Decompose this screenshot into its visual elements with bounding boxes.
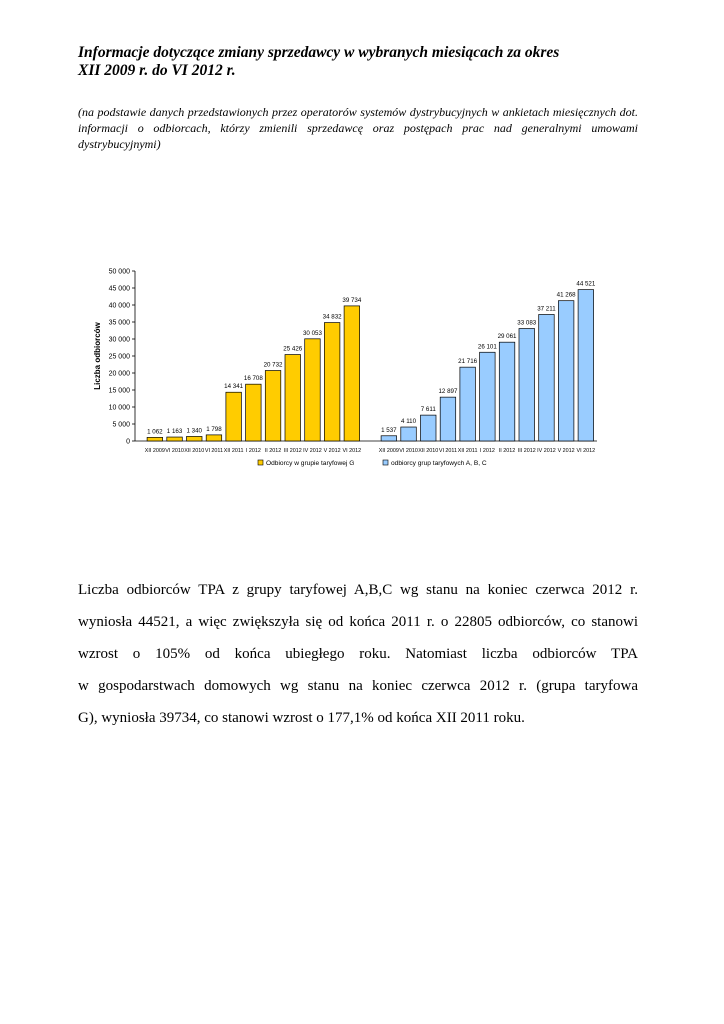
subtitle-line-3: dystrybucyjnymi) (78, 137, 161, 151)
bar (519, 329, 535, 441)
y-tick-label: 5 000 (112, 421, 130, 429)
data-label: 41 268 (556, 291, 576, 299)
x-tick-label: VI 2012 (576, 448, 596, 454)
bar (440, 397, 456, 441)
bar (381, 436, 397, 441)
data-label: 20 732 (263, 361, 283, 369)
x-tick-label: I 2012 (245, 448, 261, 454)
x-tick-label: XII 2011 (457, 448, 478, 454)
y-tick-label: 0 (126, 438, 130, 446)
title-line-2: XII 2009 r. do VI 2012 r. (78, 62, 236, 79)
data-label: 1 340 (186, 427, 202, 435)
x-tick-label: V 2012 (557, 448, 575, 454)
y-tick-label: 50 000 (108, 268, 130, 276)
data-label: 1 163 (166, 428, 183, 436)
y-axis-title: Liczba odbiorców (93, 322, 102, 390)
bar (167, 437, 183, 441)
data-label: 16 708 (243, 375, 263, 383)
bar (246, 384, 262, 441)
data-label: 29 061 (497, 333, 517, 341)
subtitle-line-1: (na podstawie danych przedstawionych przez operatorów systemów dystrybucyjnych w ankietach miesięcznych dot. (78, 105, 638, 119)
bar (226, 392, 242, 441)
bar (285, 355, 301, 441)
y-tick-label: 40 000 (108, 302, 130, 310)
data-label: 30 053 (302, 329, 322, 337)
data-label: 7 611 (420, 406, 436, 414)
x-tick-label: XII 2010 (184, 448, 205, 454)
x-tick-label: XII 2009 (144, 448, 165, 454)
data-label: 1 798 (206, 425, 222, 433)
x-tick-label: VI 2011 (438, 448, 458, 454)
bar (147, 437, 163, 441)
body-line-4: w gospodarstwach domowych wg stanu na koniec czerwca 2012 r. (grupa taryfowa (78, 678, 638, 694)
x-tick-label: II 2012 (498, 448, 516, 454)
bar (499, 342, 515, 441)
y-tick-label: 25 000 (108, 353, 130, 361)
data-label: 14 341 (224, 383, 244, 391)
bar (305, 339, 321, 441)
y-tick-label: 15 000 (108, 387, 130, 395)
x-tick-label: VI 2010 (399, 448, 418, 454)
data-label: 44 521 (576, 280, 596, 288)
x-tick-label: XII 2010 (418, 448, 439, 454)
body-line-5: G), wyniosła 39734, co stanowi wzrost o 177,1% od końca XII 2011 roku. (78, 710, 525, 726)
x-tick-label: III 2012 (283, 448, 302, 454)
data-label: 33 083 (517, 319, 537, 327)
x-tick-label: IV 2012 (303, 448, 322, 454)
document-subtitle (78, 104, 638, 152)
x-tick-label: III 2012 (517, 448, 536, 454)
bar (344, 306, 360, 441)
bar (460, 367, 476, 441)
body-line-1: Liczba odbiorców TPA z grupy taryfowej A,B,C wg stanu na koniec czerwca 2012 r. (78, 582, 638, 598)
bar-chart (85, 262, 625, 482)
bar (206, 435, 222, 441)
y-tick-label: 30 000 (108, 336, 130, 344)
bar (187, 436, 203, 441)
legend-label: Odbiorcy w grupie taryfowej G (266, 460, 355, 467)
x-tick-label: I 2012 (479, 448, 495, 454)
title-line-1: Informacje dotyczące zmiany sprzedawcy w wybranych miesiącach za okres (78, 44, 560, 61)
data-label: 34 832 (322, 313, 342, 321)
x-tick-label: VI 2012 (342, 448, 362, 454)
x-tick-label: VI 2011 (204, 448, 224, 454)
body-paragraph (78, 574, 638, 734)
x-tick-label: V 2012 (323, 448, 341, 454)
bar (324, 323, 340, 441)
body-line-2: wyniosła 44521, a więc zwiększyła się od końca 2011 r. o 22805 odbiorców, co stanowi (78, 614, 638, 630)
y-tick-label: 45 000 (108, 285, 130, 293)
x-tick-label: XII 2009 (378, 448, 399, 454)
data-label: 26 101 (477, 343, 497, 351)
bar (480, 352, 496, 441)
data-label: 25 426 (283, 345, 303, 353)
x-tick-label: VI 2010 (165, 448, 184, 454)
data-label: 4 110 (401, 418, 417, 426)
y-tick-label: 10 000 (108, 404, 130, 412)
data-label: 39 734 (342, 296, 362, 304)
data-label: 1 537 (381, 426, 397, 434)
data-label: 1 062 (147, 428, 163, 436)
x-tick-label: XII 2011 (223, 448, 244, 454)
bar (421, 415, 437, 441)
bar (401, 427, 417, 441)
x-tick-label: II 2012 (264, 448, 282, 454)
document-title (78, 44, 678, 80)
data-label: 12 897 (438, 388, 458, 396)
legend-label: odbiorcy grup taryfowych A, B, C (391, 460, 487, 467)
data-label: 37 211 (537, 305, 556, 313)
bar (539, 314, 555, 441)
body-line-3: wzrost o 105% od końca ubiegłego roku. Natomiast liczba odbiorców TPA (78, 646, 638, 662)
bar (265, 371, 281, 441)
data-label: 21 716 (458, 358, 478, 366)
y-tick-label: 20 000 (108, 370, 130, 378)
subtitle-line-2: informacji o odbiorcach, którzy zmienili sprzedawcę oraz postępach prac nad generalnymi umowami (78, 121, 638, 135)
bar (578, 290, 594, 441)
bar (558, 301, 574, 441)
legend-swatch (383, 460, 388, 465)
y-tick-label: 35 000 (108, 319, 130, 327)
legend-swatch (258, 460, 263, 465)
x-tick-label: IV 2012 (537, 448, 556, 454)
